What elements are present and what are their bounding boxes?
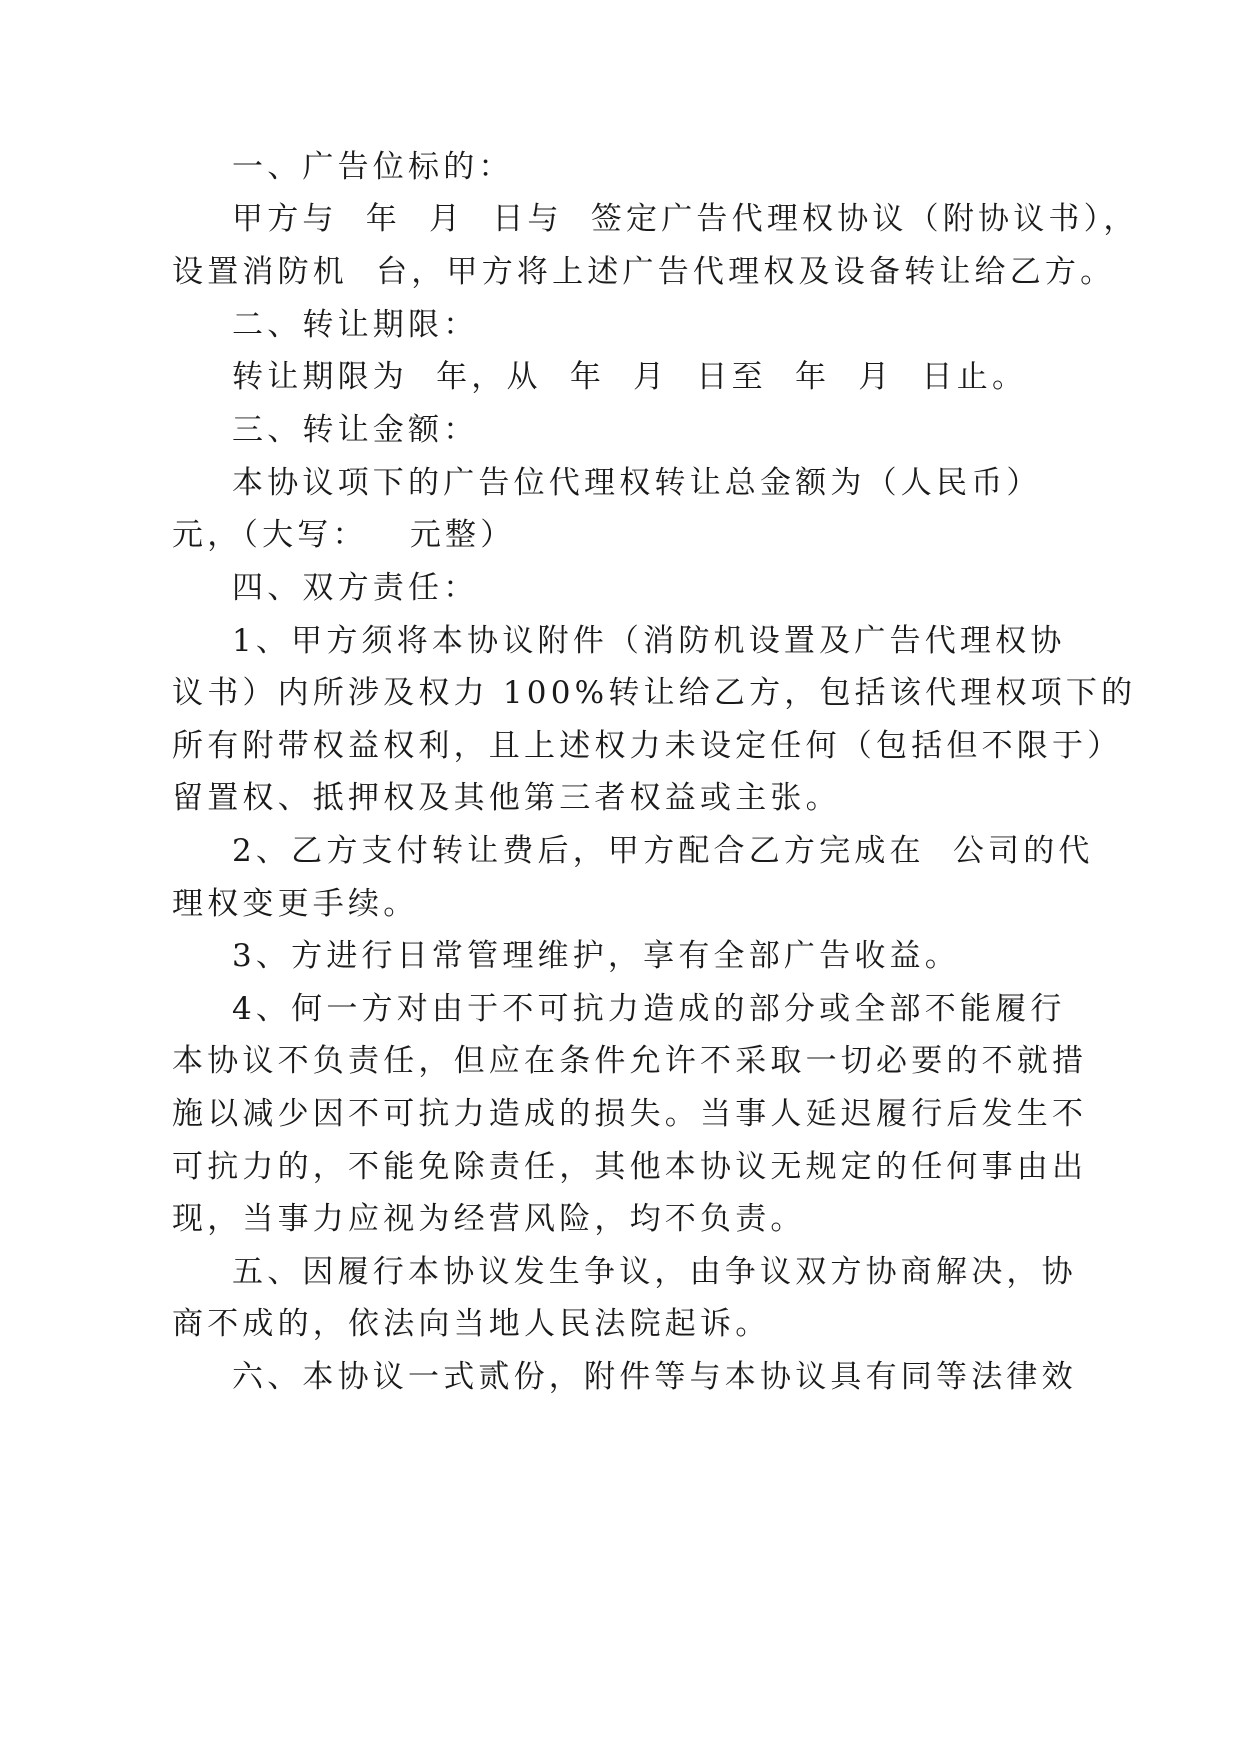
paragraph-line: 4、何一方对由于不可抗力造成的部分或全部不能履行: [232, 991, 1066, 1027]
section-heading-copies: 六、本协议一式贰份，附件等与本协议具有同等法律效: [232, 1359, 1077, 1395]
paragraph-line: 2、乙方支付转让费后，甲方配合乙方完成在 公司的代: [232, 833, 1094, 869]
paragraph-line: 商不成的，依法向当地人民法院起诉。: [172, 1306, 771, 1342]
paragraph-line: 转让期限为 年，从 年 月 日至 年 月 日止。: [232, 359, 1028, 395]
section-heading-term: 二、转让期限：: [232, 307, 479, 343]
paragraph-line: 元，（大写： 元整）: [172, 517, 516, 553]
paragraph-line: 留置权、抵押权及其他第三者权益或主张。: [172, 780, 841, 816]
paragraph-line: 1、甲方须将本协议附件（消防机设置及广告代理权协: [232, 623, 1066, 659]
section-heading-responsibilities: 四、双方责任：: [232, 570, 479, 606]
section-heading-disputes: 五、因履行本协议发生争议，由争议双方协商解决，协: [232, 1254, 1077, 1290]
paragraph-line: 3、方进行日常管理维护，享有全部广告收益。: [232, 938, 960, 974]
paragraph-line: 理权变更手续。: [172, 886, 419, 922]
section-heading-ad-slot: 一、广告位标的：: [232, 149, 514, 185]
paragraph-line: 设置消防机 台，甲方将上述广告代理权及设备转让给乙方。: [172, 254, 1116, 290]
paragraph-line: 施以减少因不可抗力造成的损失。当事人延迟履行后发生不: [172, 1096, 1088, 1132]
section-heading-amount: 三、转让金额：: [232, 412, 479, 448]
paragraph-line: 本协议项下的广告位代理权转让总金额为（人民币）: [232, 465, 1042, 501]
paragraph-line: 可抗力的，不能免除责任，其他本协议无规定的任何事由出: [172, 1149, 1088, 1185]
paragraph-line: 所有附带权益权利，且上述权力未设定任何（包括但不限于）: [172, 728, 1123, 764]
paragraph-line: 甲方与 年 月 日与 签定广告代理权协议（附协议书），: [232, 201, 1139, 237]
paragraph-line: 议书）内所涉及权力 100%转让给乙方，包括该代理权项下的: [172, 675, 1137, 711]
paragraph-line: 本协议不负责任，但应在条件允许不采取一切必要的不就措: [172, 1043, 1088, 1079]
paragraph-line: 现，当事力应视为经营风险，均不负责。: [172, 1201, 806, 1237]
